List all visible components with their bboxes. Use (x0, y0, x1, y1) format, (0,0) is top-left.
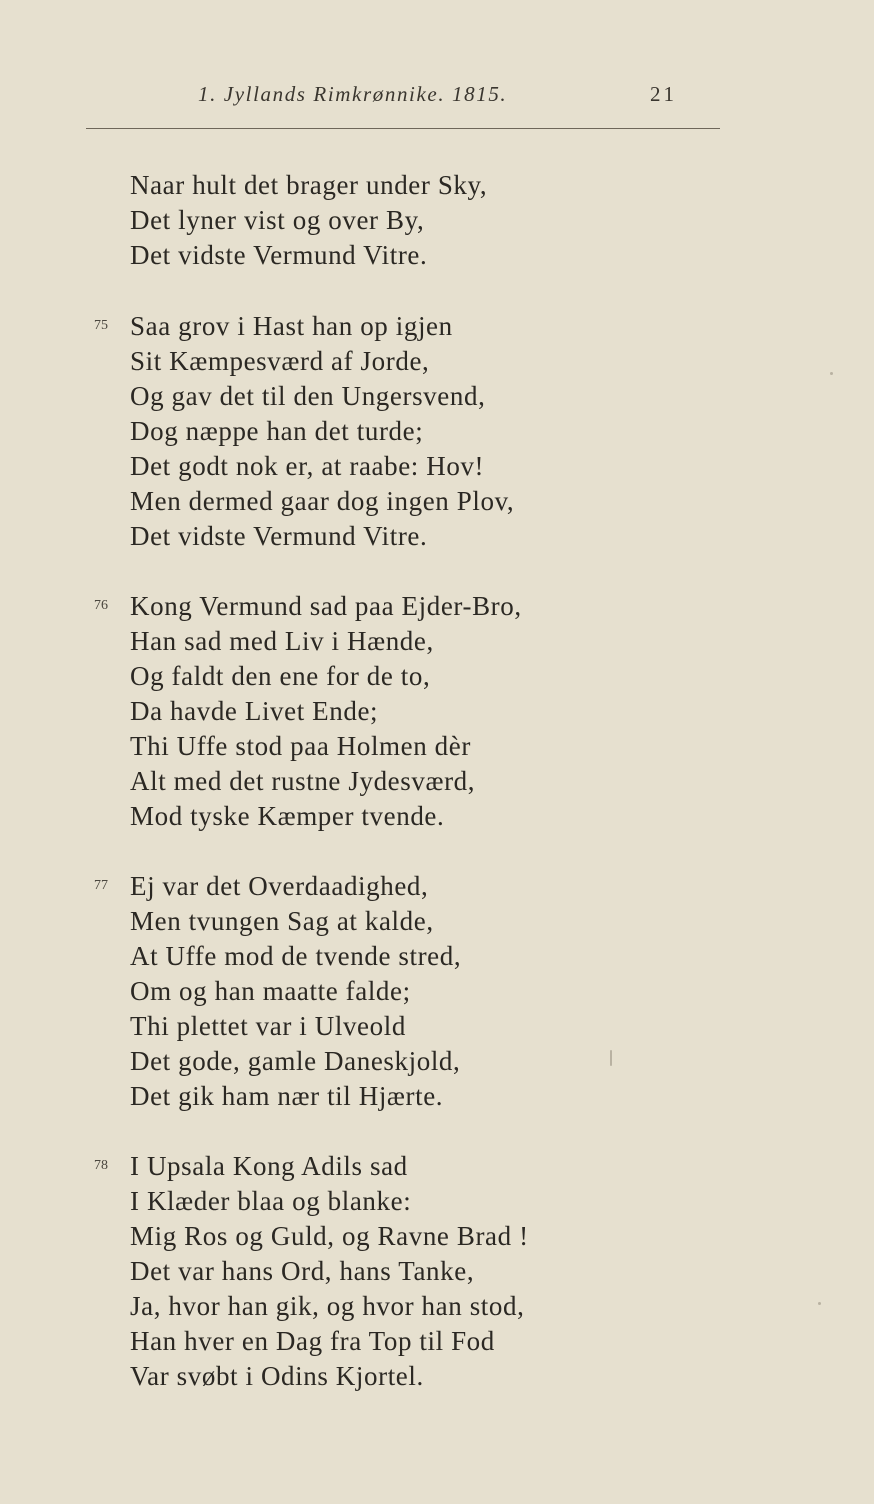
verse-line: Kong Vermund sad paa Ejder-Bro, (130, 591, 522, 621)
stanza-number: 75 (94, 318, 108, 333)
stanza-number: 78 (94, 1158, 108, 1173)
stanza-number: 76 (94, 598, 108, 613)
verse-line: Det lyner vist og over By, (130, 205, 425, 235)
verse-line: Sit Kæmpesværd af Jorde, (130, 346, 430, 376)
paper-speck (610, 1050, 612, 1066)
verse-line: Naar hult det brager under Sky, (130, 170, 488, 200)
paper-speck (830, 372, 833, 375)
verse-line: Thi Uffe stod paa Holmen dèr (130, 731, 471, 761)
verse-line: Og gav det til den Ungersvend, (130, 381, 486, 411)
verse-line: Det vidste Vermund Vitre. (130, 521, 428, 551)
verse-line: Mig Ros og Guld, og Ravne Brad ! (130, 1221, 529, 1251)
page-number: 21 (650, 82, 677, 106)
verse-line: Mod tyske Kæmper tvende. (130, 801, 445, 831)
verse-line: Var svøbt i Odins Kjortel. (130, 1361, 424, 1391)
verse-line: Da havde Livet Ende; (130, 696, 379, 726)
running-head-title: 1. Jyllands Rimkrønnike. 1815. (198, 82, 508, 106)
verse-line: Thi plettet var i Ulveold (130, 1011, 406, 1041)
verse-line: Han hver en Dag fra Top til Fod (130, 1326, 495, 1356)
paper-speck (818, 1302, 821, 1305)
verse-line: Det gode, gamle Daneskjold, (130, 1046, 461, 1076)
verse-line: Det var hans Ord, hans Tanke, (130, 1256, 475, 1286)
running-head (0, 82, 874, 114)
verse-line: Det godt nok er, at raabe: Hov! (130, 451, 485, 481)
stanza-number: 77 (94, 878, 108, 893)
verse-line: Det gik ham nær til Hjærte. (130, 1081, 444, 1111)
verse-line: I Upsala Kong Adils sad (130, 1151, 408, 1181)
verse-line: At Uffe mod de tvende stred, (130, 941, 462, 971)
verse-line: Ja, hvor han gik, og hvor han stod, (130, 1291, 525, 1321)
verse-line: Dog næppe han det turde; (130, 416, 424, 446)
verse-line: Ej var det Overdaadighed, (130, 871, 429, 901)
verse-line: Om og han maatte falde; (130, 976, 411, 1006)
verse-line: I Klæder blaa og blanke: (130, 1186, 412, 1216)
verse-line: Men tvungen Sag at kalde, (130, 906, 434, 936)
verse-line: Han sad med Liv i Hænde, (130, 626, 434, 656)
header-rule (86, 128, 720, 129)
verse-line: Det vidste Vermund Vitre. (130, 240, 428, 270)
verse-line: Alt med det rustne Jydesværd, (130, 766, 476, 796)
verse-line: Saa grov i Hast han op igjen (130, 311, 453, 341)
verse-line: Og faldt den ene for de to, (130, 661, 431, 691)
verse-line: Men dermed gaar dog ingen Plov, (130, 486, 515, 516)
